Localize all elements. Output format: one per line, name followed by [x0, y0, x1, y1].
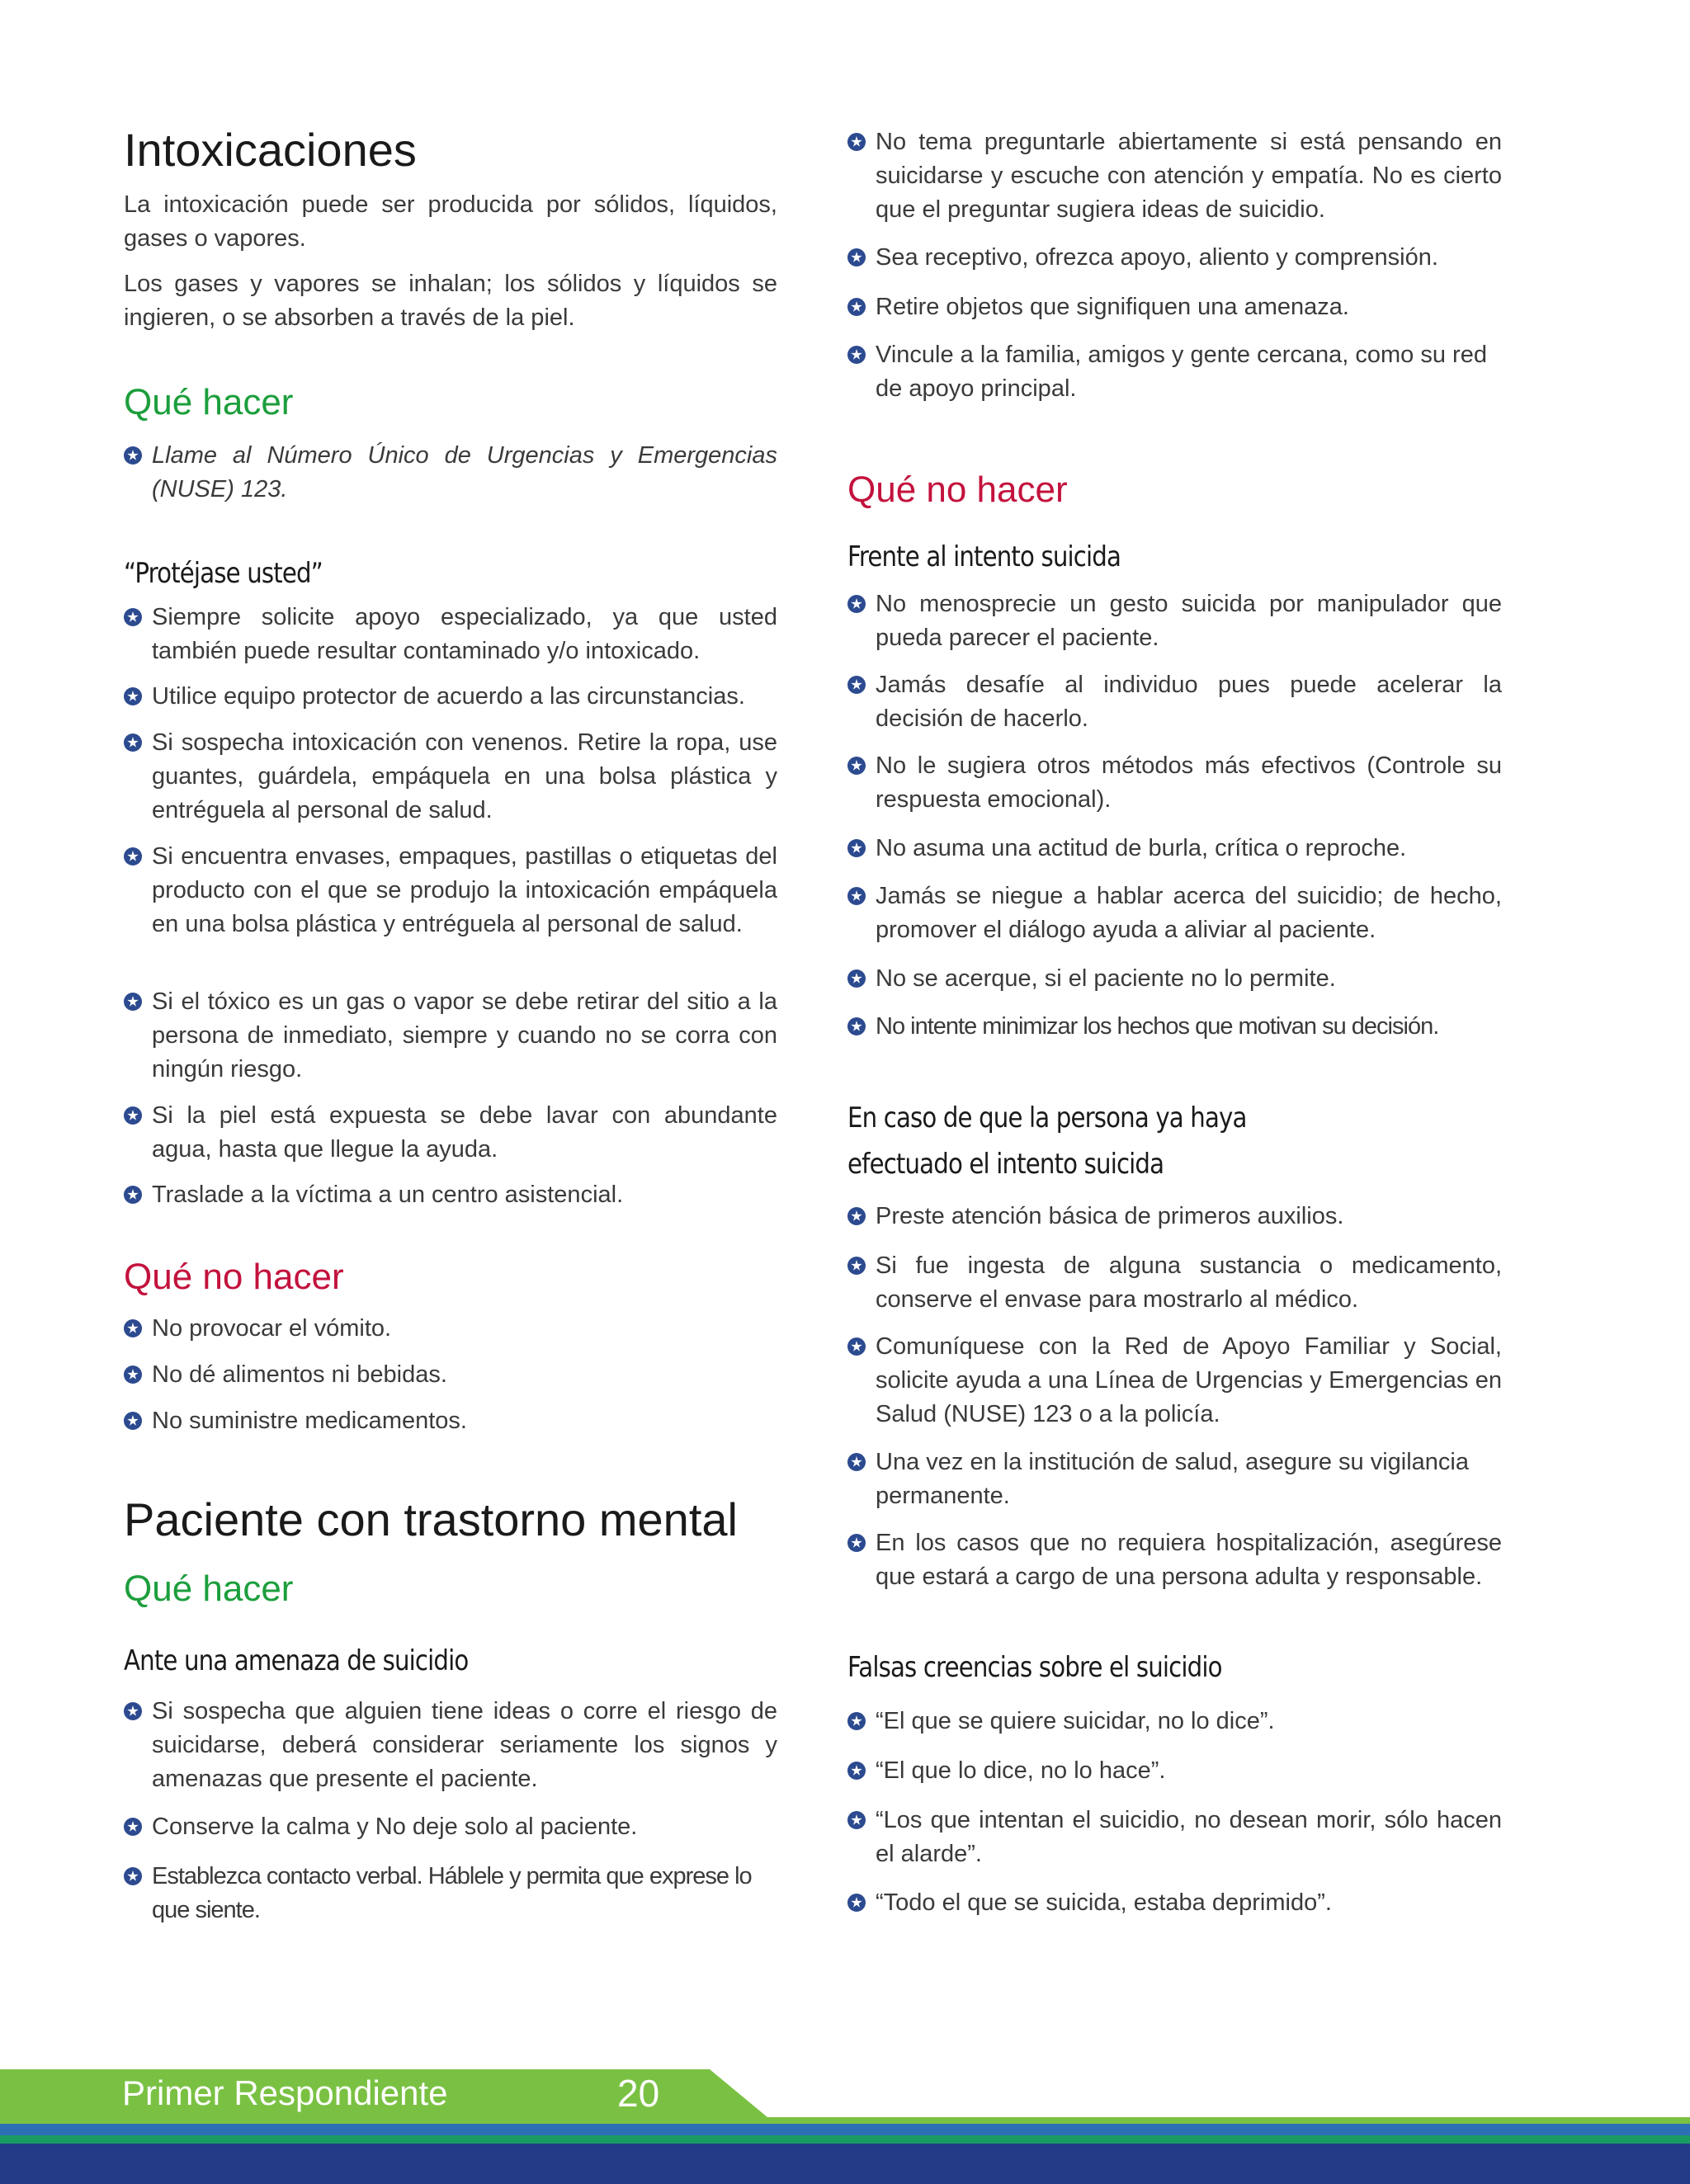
list-item: Jamás desafíe al individuo pues puede acelerar la decisión de hacerlo. [847, 668, 1502, 736]
heading-frente-intento: Frente al intento suicida [847, 540, 1121, 573]
star-bullet-icon [847, 676, 866, 694]
list-item: Comuníquese con la Red de Apoyo Familiar y Social, solicite ayuda a una Línea de Urgencias y Emergencias en Salud (NUSE) 123 o a la policía. [847, 1330, 1502, 1432]
list-item: “Los que intentan el suicidio, no desean morir, sólo hacen el alarde”. [847, 1804, 1502, 1871]
heading-efectuado-line-1: En caso de que la persona ya haya [847, 1101, 1247, 1134]
list-item: No asuma una actitud de burla, crítica o reproche. [847, 832, 1502, 866]
star-bullet-icon [124, 734, 142, 752]
list-item: Si la piel está expuesta se debe lavar con abundante agua, hasta que llegue la ayuda. [124, 1099, 777, 1167]
star-bullet-icon [847, 887, 866, 905]
heading-que-no-hacer-suicidio: Qué no hacer [847, 469, 1068, 510]
list-item: No se acerque, si el paciente no lo permite. [847, 962, 1502, 996]
heading-protejase: “Protéjase usted” [124, 557, 323, 590]
footer-stripe-blue [0, 2124, 1690, 2135]
footer-stripe-navy [0, 2144, 1690, 2184]
list-item: Si fue ingesta de alguna sustancia o medicamento, conserve el envase para mostrarlo al médico. [847, 1249, 1502, 1317]
star-bullet-icon [124, 1818, 142, 1836]
heading-que-hacer: Qué hacer [124, 382, 294, 422]
star-bullet-icon [124, 1702, 142, 1720]
list-item: Jamás se niegue a hablar acerca del suicidio; de hecho, promover el diálogo ayuda a aliviar al paciente. [847, 880, 1502, 947]
star-bullet-icon [847, 133, 866, 151]
section-title-intoxicaciones: Intoxicaciones [124, 124, 417, 176]
star-bullet-icon [847, 595, 866, 613]
heading-amenaza-suicidio: Ante una amenaza de suicidio [124, 1644, 469, 1677]
star-bullet-icon [847, 1762, 866, 1780]
star-bullet-icon [847, 1811, 866, 1829]
list-item: Establezca contacto verbal. Háblele y permita que exprese lo que siente. [124, 1860, 777, 1927]
section-title-trastorno-mental: Paciente con trastorno mental [124, 1493, 738, 1545]
heading-que-no-hacer: Qué no hacer [124, 1257, 344, 1297]
star-bullet-icon [124, 1186, 142, 1204]
list-item: Si encuentra envases, empaques, pastillas o etiquetas del producto con el que se produjo la intoxicación empáquela en una bolsa plástica y entréguela al personal de salud. [124, 840, 777, 941]
star-bullet-icon [124, 446, 142, 465]
star-bullet-icon [124, 1106, 142, 1125]
star-bullet-icon [847, 1712, 866, 1730]
list-item: Llame al Número Único de Urgencias y Emergencias (NUSE) 123. [124, 439, 777, 507]
list-item: No tema preguntarle abiertamente si está pensando en suicidarse y escuche con atención y empatía. No es cierto que el preguntar sugiera ideas de suicidio. [847, 125, 1502, 227]
list-item: No dé alimentos ni bebidas. [124, 1358, 777, 1392]
star-bullet-icon [124, 847, 142, 866]
star-bullet-icon [847, 298, 866, 316]
star-bullet-icon [847, 839, 866, 857]
list-item: No intente minimizar los hechos que motivan su decisión. [847, 1010, 1502, 1044]
list-item: Si sospecha intoxicación con venenos. Retire la ropa, use guantes, guárdela, empáquela en una bolsa plástica y entréguela al personal de salud. [124, 726, 777, 828]
intro-paragraph-1: La intoxicación puede ser producida por sólidos, líquidos, gases o vapores. [124, 191, 777, 252]
star-bullet-icon [847, 1534, 866, 1552]
heading-efectuado-line-2: efectuado el intento suicida [847, 1148, 1164, 1181]
list-item: “El que lo dice, no lo hace”. [847, 1754, 1502, 1788]
heading-falsas-creencias: Falsas creencias sobre el suicidio [847, 1651, 1222, 1684]
list-item: Traslade a la víctima a un centro asistencial. [124, 1178, 777, 1212]
intro-paragraph-2: Los gases y vapores se inhalan; los sólidos y líquidos se ingieren, o se absorben a través de la piel. [124, 271, 777, 331]
list-item: Retire objetos que signifiquen una amenaza. [847, 290, 1502, 324]
list-item: En los casos que no requiera hospitalización, asegúrese que estará a cargo de una persona adulta y responsable. [847, 1526, 1502, 1594]
list-item: Preste atención básica de primeros auxilios. [847, 1200, 1502, 1234]
list-item: Sea receptivo, ofrezca apoyo, aliento y comprensión. [847, 241, 1502, 275]
star-bullet-icon [847, 969, 866, 988]
star-bullet-icon [124, 1867, 142, 1885]
star-bullet-icon [124, 993, 142, 1011]
star-bullet-icon [847, 346, 866, 364]
footer-label: Primer Respondiente [122, 2073, 448, 2112]
list-item: “Todo el que se suicida, estaba deprimido”. [847, 1886, 1502, 1920]
star-bullet-icon [124, 687, 142, 705]
list-item: No menosprecie un gesto suicida por manipulador que pueda parecer el paciente. [847, 587, 1502, 655]
footer-stripe-teal [0, 2135, 1690, 2144]
list-item: Conserve la calma y No deje solo al paciente. [124, 1810, 777, 1844]
star-bullet-icon [847, 248, 866, 267]
list-item: No provocar el vómito. [124, 1312, 777, 1346]
star-bullet-icon [124, 608, 142, 626]
star-bullet-icon [124, 1366, 142, 1384]
list-item: Utilice equipo protector de acuerdo a las circunstancias. [124, 680, 777, 714]
star-bullet-icon [847, 1257, 866, 1275]
star-bullet-icon [847, 1453, 866, 1471]
star-bullet-icon [847, 1207, 866, 1225]
star-bullet-icon [847, 1894, 866, 1912]
star-bullet-icon [847, 1337, 866, 1356]
list-item: “El que se quiere suicidar, no lo dice”. [847, 1705, 1502, 1738]
list-item: Si el tóxico es un gas o vapor se debe retirar del sitio a la persona de inmediato, siempre y cuando no se corra con ningún riesgo. [124, 985, 777, 1087]
list-item: Vincule a la familia, amigos y gente cercana, como su red de apoyo principal. [847, 338, 1502, 406]
footer-stripe-green [0, 2117, 1690, 2124]
list-item: Una vez en la institución de salud, asegure su vigilancia permanente. [847, 1446, 1502, 1513]
star-bullet-icon [124, 1412, 142, 1430]
list-item: No le sugiera otros métodos más efectivos (Controle su respuesta emocional). [847, 749, 1502, 817]
star-bullet-icon [847, 1017, 866, 1035]
page-number: 20 [617, 2072, 660, 2115]
heading-que-hacer-mental: Qué hacer [124, 1568, 294, 1609]
list-item: Si sospecha que alguien tiene ideas o corre el riesgo de suicidarse, deberá considerar seriamente los signos y amenazas que presente el paciente. [124, 1695, 777, 1796]
list-item: No suministre medicamentos. [124, 1404, 777, 1438]
list-item: Siempre solicite apoyo especializado, ya que usted también puede resultar contaminado y/o intoxicado. [124, 601, 777, 668]
star-bullet-icon [124, 1319, 142, 1337]
star-bullet-icon [847, 757, 866, 775]
